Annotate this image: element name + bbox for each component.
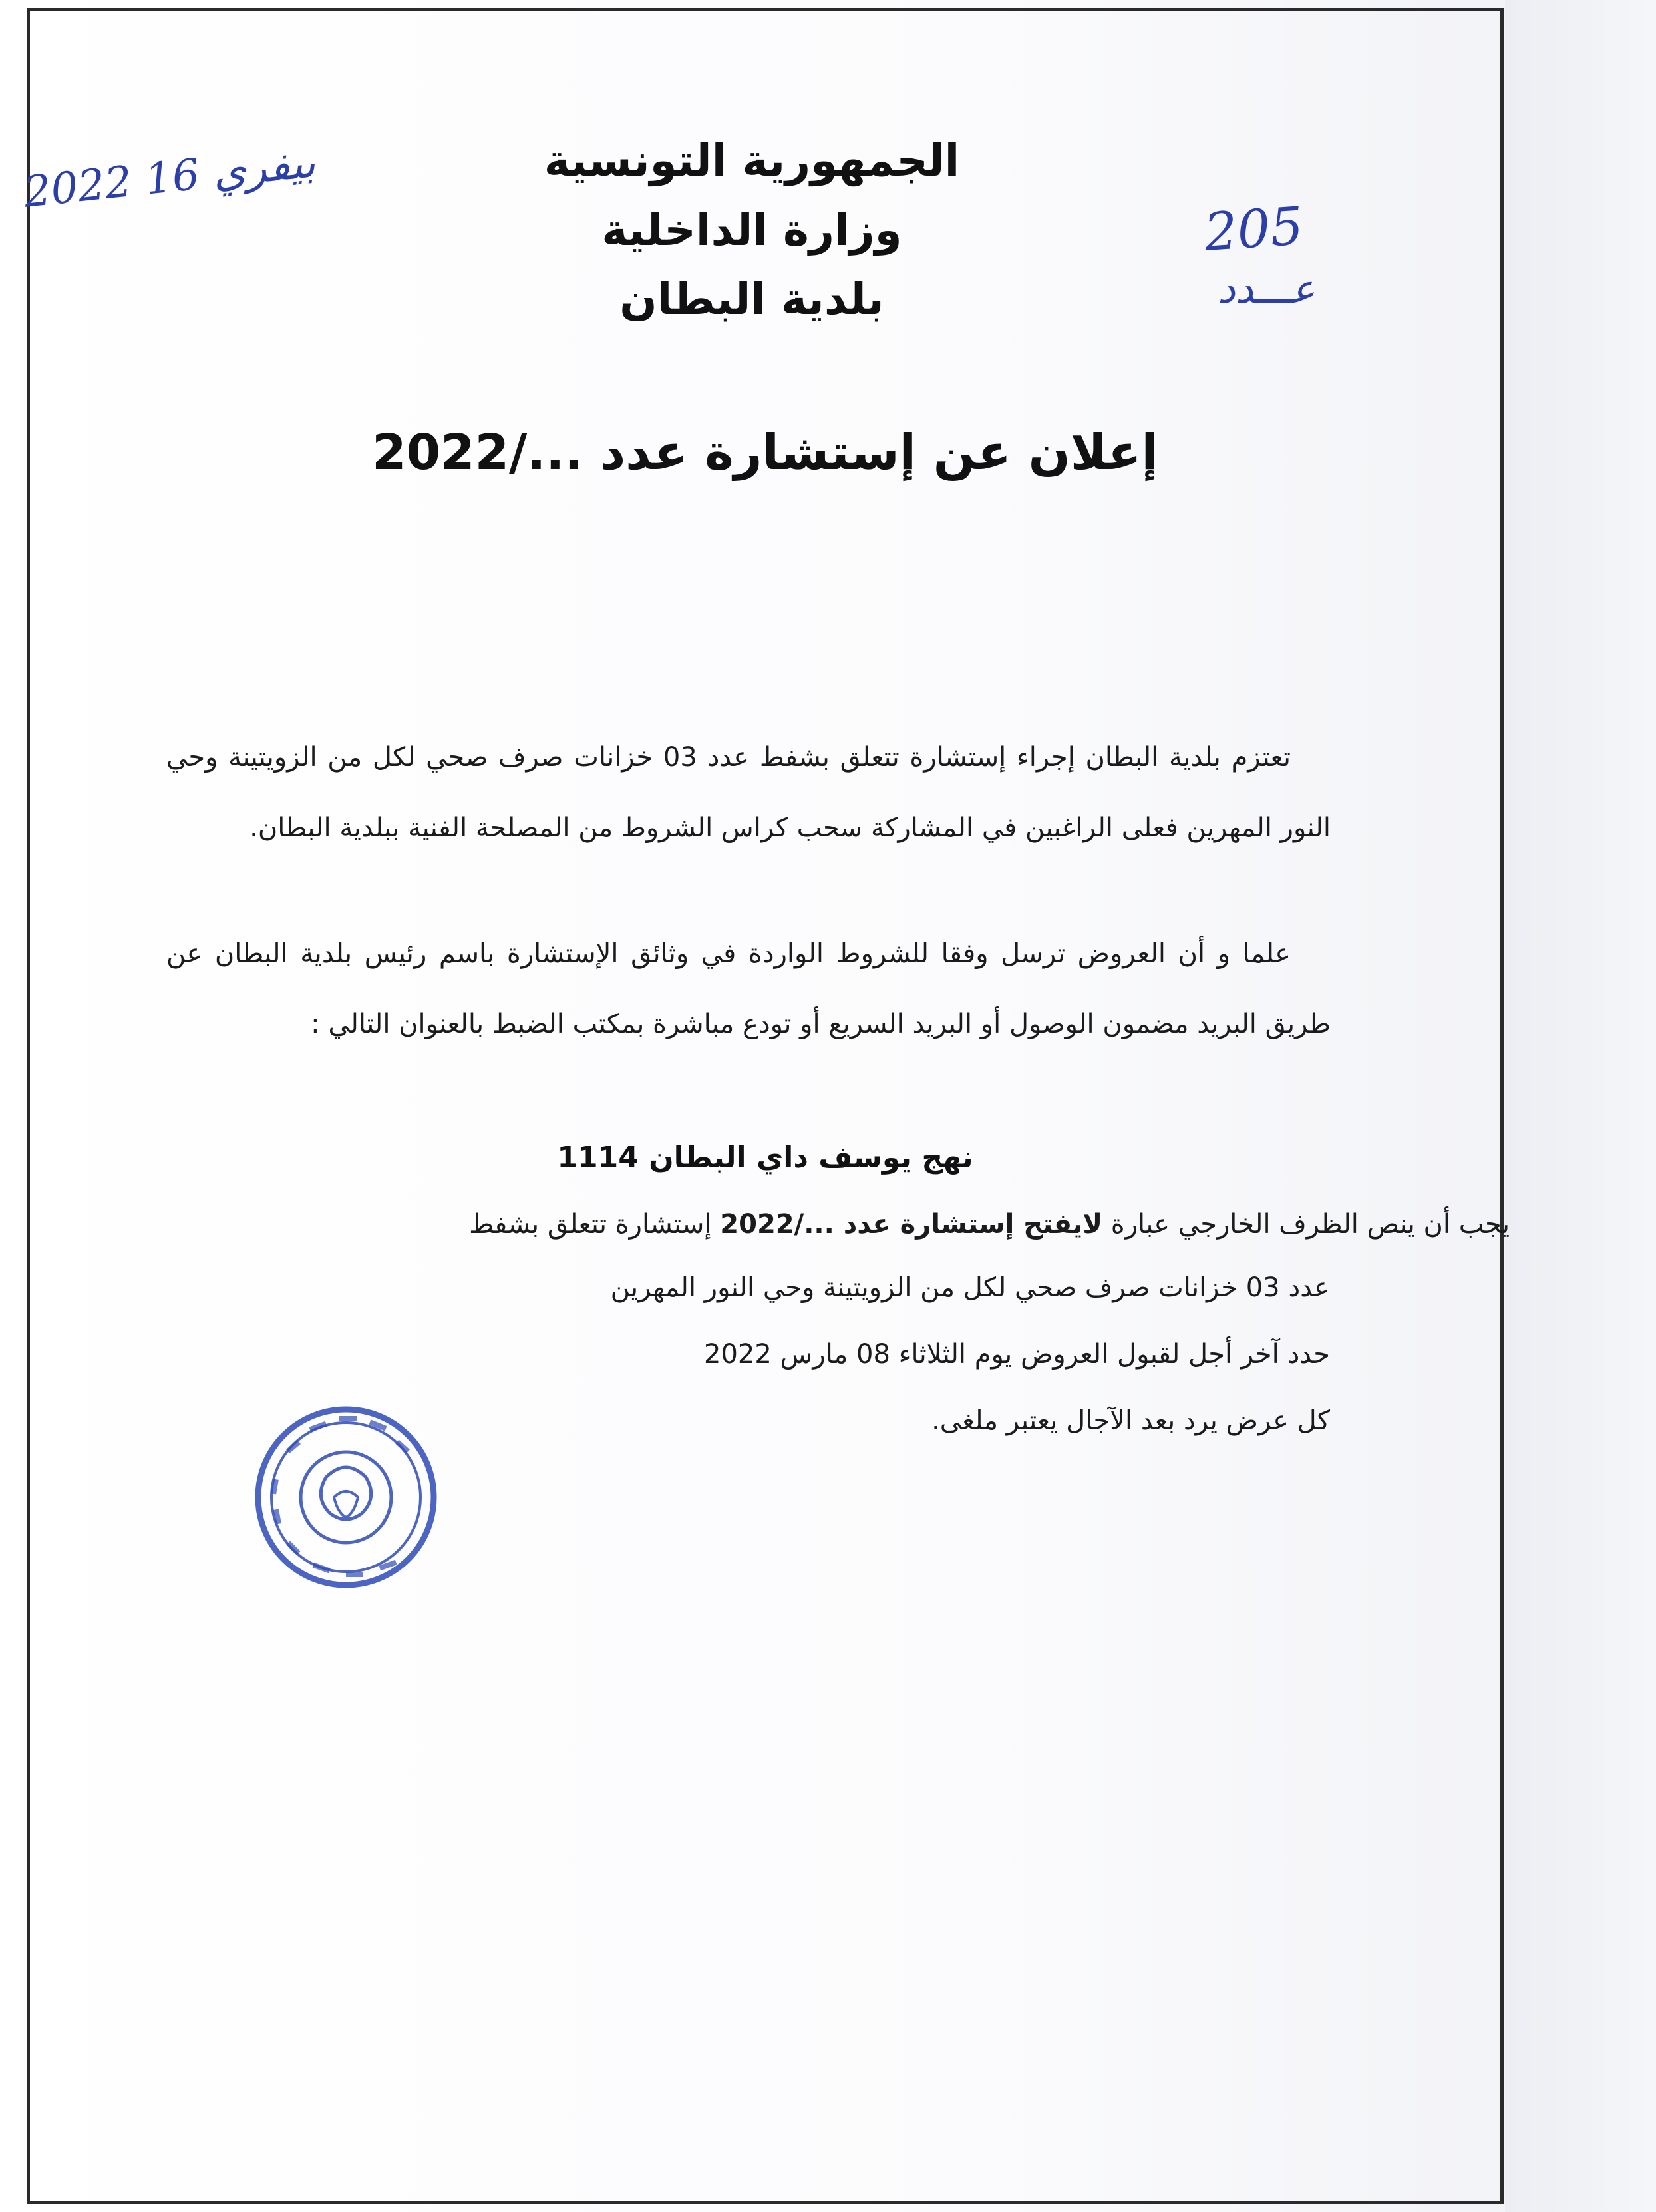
body-paragraph-2: علما و أن العروض ترسل وفقا للشروط الواردة في وثائق الإستشارة باسم رئيس بلدية البطان عن طريق البريد مضمون الوصول أو البريد السريع أو تودع مباشرة بمكتب الضبط بالعنوان التالي :: [166, 938, 1331, 1039]
late-offers-line: كل عرض يرد بعد الآجال يعتبر ملغى.: [931, 1405, 1330, 1436]
municipality-name: بلدية البطان: [619, 274, 884, 325]
handwritten-date: 2022 بيفري 16: [21, 138, 318, 218]
page-edge-shadow: [1505, 0, 1656, 2212]
body-paragraph-2-block: [166, 918, 1331, 1059]
address-line: نهج يوسف داي البطان 1114: [557, 1141, 973, 1175]
envelope-instruction-line-2: عدد 03 خزانات صرف صحي لكل من الزويتينة وحي النور المهرين: [610, 1272, 1330, 1303]
envelope-prefix: يجب أن ينص الظرف الخارجي عبارة: [1110, 1209, 1510, 1240]
document-title: إعلان عن إستشارة عدد .../2022: [372, 424, 1158, 481]
envelope-bold-text: لايفتح إستشارة عدد .../2022: [720, 1209, 1103, 1240]
handwritten-number: 205: [1202, 196, 1305, 264]
deadline-line: حدد آخر أجل لقبول العروض يوم الثلاثاء 08 مارس 2022: [704, 1339, 1330, 1370]
municipal-seal-stamp: [246, 1397, 446, 1597]
envelope-instruction-line-1: [469, 1191, 1510, 1258]
letterhead: [466, 126, 1038, 334]
country-name: الجمهورية التونسية: [544, 135, 960, 186]
body-paragraph-1: تعتزم بلدية البطان إجراء إستشارة تتعلق بشفط عدد 03 خزانات صرف صحي لكل من الزويتينة وحي النور المهرين فعلى الراغبين في المشاركة سحب كراس الشروط من المصلحة الفنية ببلدية البطان.: [166, 742, 1331, 843]
body-paragraph-1-block: [166, 722, 1331, 863]
page-border: [27, 8, 1504, 2204]
envelope-suffix: إستشارة تتعلق بشفط: [469, 1209, 712, 1240]
ministry-name: وزارة الداخلية: [601, 204, 902, 256]
handwritten-number-label: عـــدد: [1218, 266, 1315, 313]
